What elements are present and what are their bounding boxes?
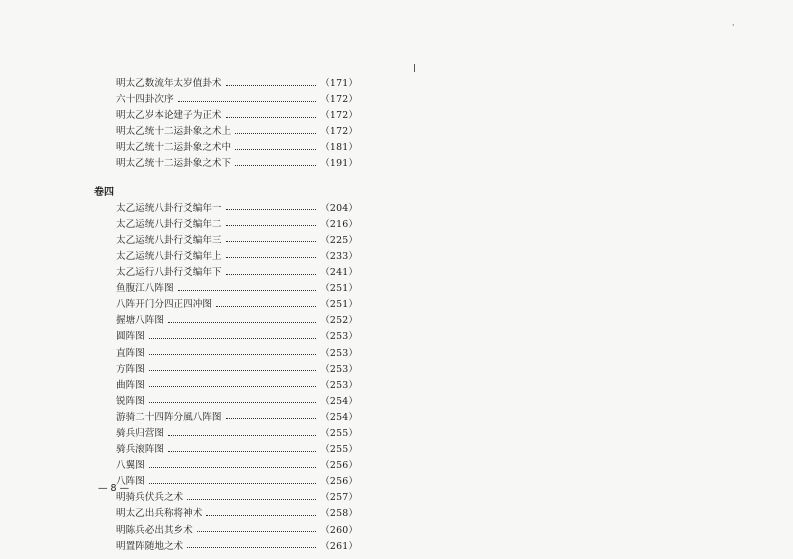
dot-leader [149,467,317,468]
toc-entry [116,249,358,265]
toc-entry-page: （172） [320,94,358,106]
dot-leader [226,209,317,210]
dot-leader [226,225,317,226]
dot-leader [197,531,317,532]
toc-entry-title: 曲阵图 [116,379,145,391]
toc-entry-page: （253） [320,331,358,343]
dot-leader [235,149,316,150]
toc-entry-title: 太乙运统八卦行爻编年一 [116,202,222,214]
dot-leader [149,402,317,403]
toc-entry [116,378,358,394]
toc-entry [116,329,358,345]
toc-entry [116,233,358,249]
toc-entry-page: （253） [320,347,358,359]
toc-entry-title: 八阵图 [116,476,145,488]
toc-entry-title: 明太乙统十二运卦象之术下 [116,158,232,170]
section-spacer [116,173,358,185]
toc-entry-title: 太乙运行八卦行爻编年下 [116,267,222,279]
scan-speck: ˑ [732,22,736,32]
toc-entry-title: 骑兵归营图 [116,427,164,439]
toc-entry-page: （258） [320,508,358,520]
toc-entry-page: （253） [320,363,358,375]
toc-entry-page: （255） [320,427,358,439]
dot-leader [149,386,317,387]
toc-entry-page: （204） [320,202,358,214]
toc-entry-page: （251） [320,283,358,295]
gutter-mark [414,64,415,72]
dot-leader [235,133,316,134]
page-number-left: — 8 — [98,483,130,494]
toc-entry-title: 直阵图 [116,347,145,359]
toc-entry [116,265,358,281]
toc-entry-page: （172） [320,126,358,138]
toc-entry [116,140,358,156]
toc-entry [116,108,358,124]
toc-entry-title: 明太乙岁本论建子为正术 [116,110,222,122]
dot-leader [206,515,316,516]
toc-entry-page: （257） [320,492,358,504]
toc-entry [116,539,358,555]
toc-entry-page: （251） [320,299,358,311]
toc-entry-title: 骑兵滚阵图 [116,444,164,456]
toc-entry-title: 明置阵随地之术 [116,540,184,552]
dot-leader [149,338,317,339]
toc-entry-title: 六十四卦次序 [116,94,174,106]
toc-entry [116,523,358,539]
toc-entry-page: （181） [320,142,358,154]
toc-entry [116,458,358,474]
toc-entry [116,92,358,108]
toc-entry-page: （252） [320,315,358,327]
dot-leader [168,451,316,452]
toc-entry-title: 八翼图 [116,460,145,472]
volume-title: 卷四 [94,186,114,198]
toc-entry-title: 方阵图 [116,363,145,375]
dot-leader [187,499,316,500]
toc-entry-title: 明太乙统十二运卦象之术上 [116,126,232,138]
toc-entry [116,124,358,140]
toc-entry-title: 明陈兵必出其乡术 [116,524,193,536]
toc-list-left [94,76,358,555]
toc-entry-title: 八阵开门分四正四冲图 [116,299,212,311]
toc-entry-page: （256） [320,476,358,488]
toc-entry-page: （255） [320,444,358,456]
toc-entry-page: （253） [320,379,358,391]
toc-entry [116,156,358,172]
toc-entry-title: 太乙运统八卦行爻编年上 [116,250,222,262]
toc-entry [116,410,358,426]
toc-entry-page: （172） [320,110,358,122]
toc-entry [116,201,358,217]
volume-heading [94,185,358,201]
dot-leader [226,257,317,258]
toc-entry-title: 游骑二十四阵分風八阵图 [116,411,222,423]
toc-entry [116,426,358,442]
toc-entry-page: （261） [320,540,358,552]
toc-entry [116,490,358,506]
dot-leader [216,306,316,307]
dot-leader [149,483,317,484]
toc-entry-page: （256） [320,460,358,472]
toc-entry-title: 圆阵图 [116,331,145,343]
dot-leader [149,354,317,355]
toc-entry-title: 明骑兵伏兵之术 [116,492,184,504]
toc-entry-title: 握塘八阵图 [116,315,164,327]
toc-entry-title: 明太乙数流年太岁值卦术 [116,78,222,89]
toc-entry [116,474,358,490]
toc-entry-page: （216） [320,218,358,230]
toc-entry-page: （225） [320,234,358,246]
toc-entry [116,76,358,92]
toc-entry [116,346,358,362]
toc-entry-title: 明太乙出兵称将神术 [116,508,203,520]
toc-entry [116,313,358,329]
toc-entry [116,362,358,378]
toc-entry-title: 明太乙统十二运卦象之术中 [116,142,232,154]
toc-entry [116,297,358,313]
dot-leader [226,274,317,275]
dot-leader [187,547,316,548]
dot-leader [226,418,317,419]
dot-leader [149,370,317,371]
dot-leader [226,85,317,86]
toc-entry-title: 鱼腹江八阵图 [116,283,174,295]
toc-entry-page: （254） [320,395,358,407]
left-page [0,0,396,559]
toc-entry-page: （241） [320,267,358,279]
dot-leader [235,165,316,166]
toc-entry-title: 太乙运统八卦行爻编年三 [116,234,222,246]
toc-entry-title: 锐阵图 [116,395,145,407]
dot-leader [226,117,317,118]
toc-entry-page: （171） [320,78,358,89]
dot-leader [178,101,317,102]
dot-leader [226,241,317,242]
right-page [397,0,793,559]
toc-entry [116,394,358,410]
toc-entry-page: （254） [320,411,358,423]
dot-leader [178,290,317,291]
toc-entry [116,506,358,522]
toc-entry-page: （260） [320,524,358,536]
dot-leader [168,322,316,323]
toc-entry [116,217,358,233]
toc-entry [116,442,358,458]
toc-entry-page: （233） [320,250,358,262]
toc-entry [116,281,358,297]
toc-entry-page: （191） [320,158,358,170]
toc-entry-title: 太乙运统八卦行爻编年二 [116,218,222,230]
dot-leader [168,435,316,436]
